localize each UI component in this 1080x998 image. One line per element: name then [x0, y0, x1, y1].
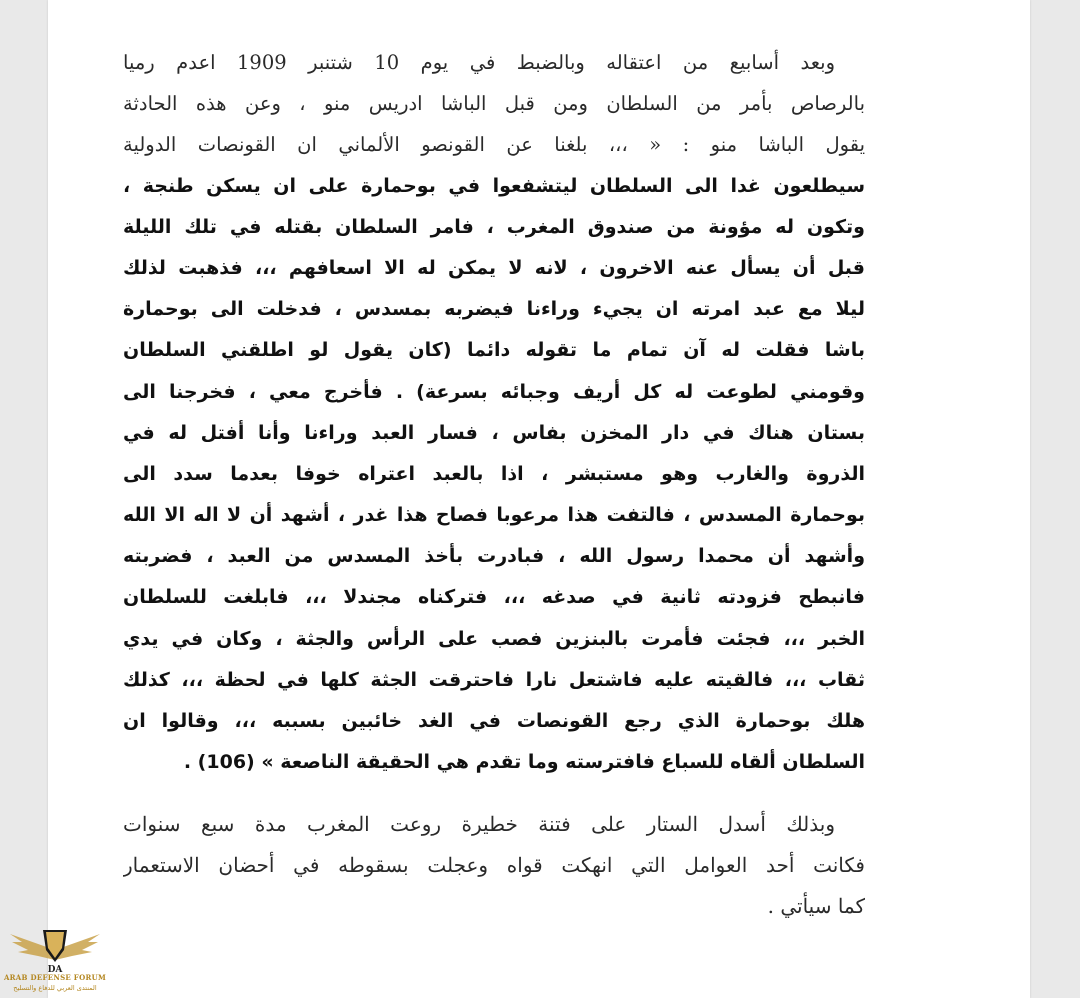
paragraph-1 — [123, 42, 865, 783]
text-line: وتكون له مؤونة من صندوق المغرب ، فامر السلطان بقتله في تلك الليلة — [123, 215, 865, 238]
watermark-subtitle: المنتدى العربي للدفاع والتسليح — [13, 984, 97, 992]
text-line: قبل أن يسأل عنه الاخرون ، لانه لا يمكن له الا اسعافهم ،،، فذهبت لذلك — [123, 256, 865, 279]
document-page — [48, 0, 1030, 998]
text-line: السلطان ألقاه للسباع فافترسته وما تقدم هي الحقيقة الناصعة » (106) . — [183, 751, 865, 774]
text-line: وقومني لطوعت له كل أريف وجبائه بسرعة) . فأخرج معي ، فخرجنا الى — [123, 380, 865, 403]
text-line: ثقاب ،،، فالقيته عليه فاشتعل نارا فاحترقت الجثة كلها في لحظة ،،، كذلك — [123, 668, 865, 691]
eagle-logo-icon — [8, 920, 102, 974]
text-line: الخبر ،،، فجئت فأمرت بالبنزين فصب على الرأس والجثة ، وكان في يدي — [123, 627, 865, 650]
text-line: فكانت أحد العوامل التي انهكت قواه وعجلت بسقوطه في أحضان الاستعمار — [123, 853, 865, 877]
forum-watermark — [0, 918, 110, 998]
text-line: وأشهد أن محمدا رسول الله ، فبادرت بأخذ المسدس من العبد ، فضربته — [123, 545, 865, 568]
logo-letters: DA — [47, 965, 63, 974]
text-line: يقول الباشا منو : « ،،، بلغنا عن القونصو الألماني ان القونصات الدولية — [123, 133, 865, 157]
text-line: باشا فقلت له آن تمام ما تقوله دائما (كان يقول لو اطلقني السلطان — [123, 339, 865, 362]
text-line: سيطلعون غدا الى السلطان ليتشفعوا في بوحمارة على ان يسكن طنجة ، — [123, 174, 865, 197]
text-line: هلك بوحمارة الذي رجع القونصات في الغد خائبين بسببه ،،، وقالوا ان — [123, 710, 865, 732]
text-line: وبعد أسابيع من اعتقاله وبالضبط في يوم 10 شتنبر 1909 اعدم رميا — [123, 51, 835, 74]
text-line: الذروة والغارب وهو مستبشر ، اذا بالعبد اعتراه خوفا بعدما سدد الى — [123, 462, 865, 485]
text-line: بستان هناك في دار المخزن بفاس ، فسار العبد وراءنا وأنا أفتل له في — [123, 421, 865, 444]
text-line: كما سيأتي . — [767, 894, 865, 918]
text-line: بالرصاص بأمر من السلطان ومن قبل الباشا ادريس منو ، وعن هذه الحادثة — [123, 92, 865, 116]
text-line: بوحمارة المسدس ، فالتفت هذا مرعوبا فصاح هذا غدر ، أشهد أن لا اله الا الله — [123, 504, 865, 527]
text-line: فانبطح فزودته ثانية في صدغه ،،، فتركناه مجندلا ،،، فابلغت للسلطان — [123, 586, 865, 609]
paragraph-2 — [123, 804, 865, 927]
watermark-brand: ARAB DEFENSE FORUM — [3, 973, 107, 982]
text-line: ليلا مع عبد امرته ان يجيء وراءنا فيضربه بمسدس ، فدخلت الى بوحمارة — [123, 298, 865, 321]
text-line: وبذلك أسدل الستار على فتنة خطيرة روعت المغرب مدة سبع سنوات — [123, 812, 836, 836]
